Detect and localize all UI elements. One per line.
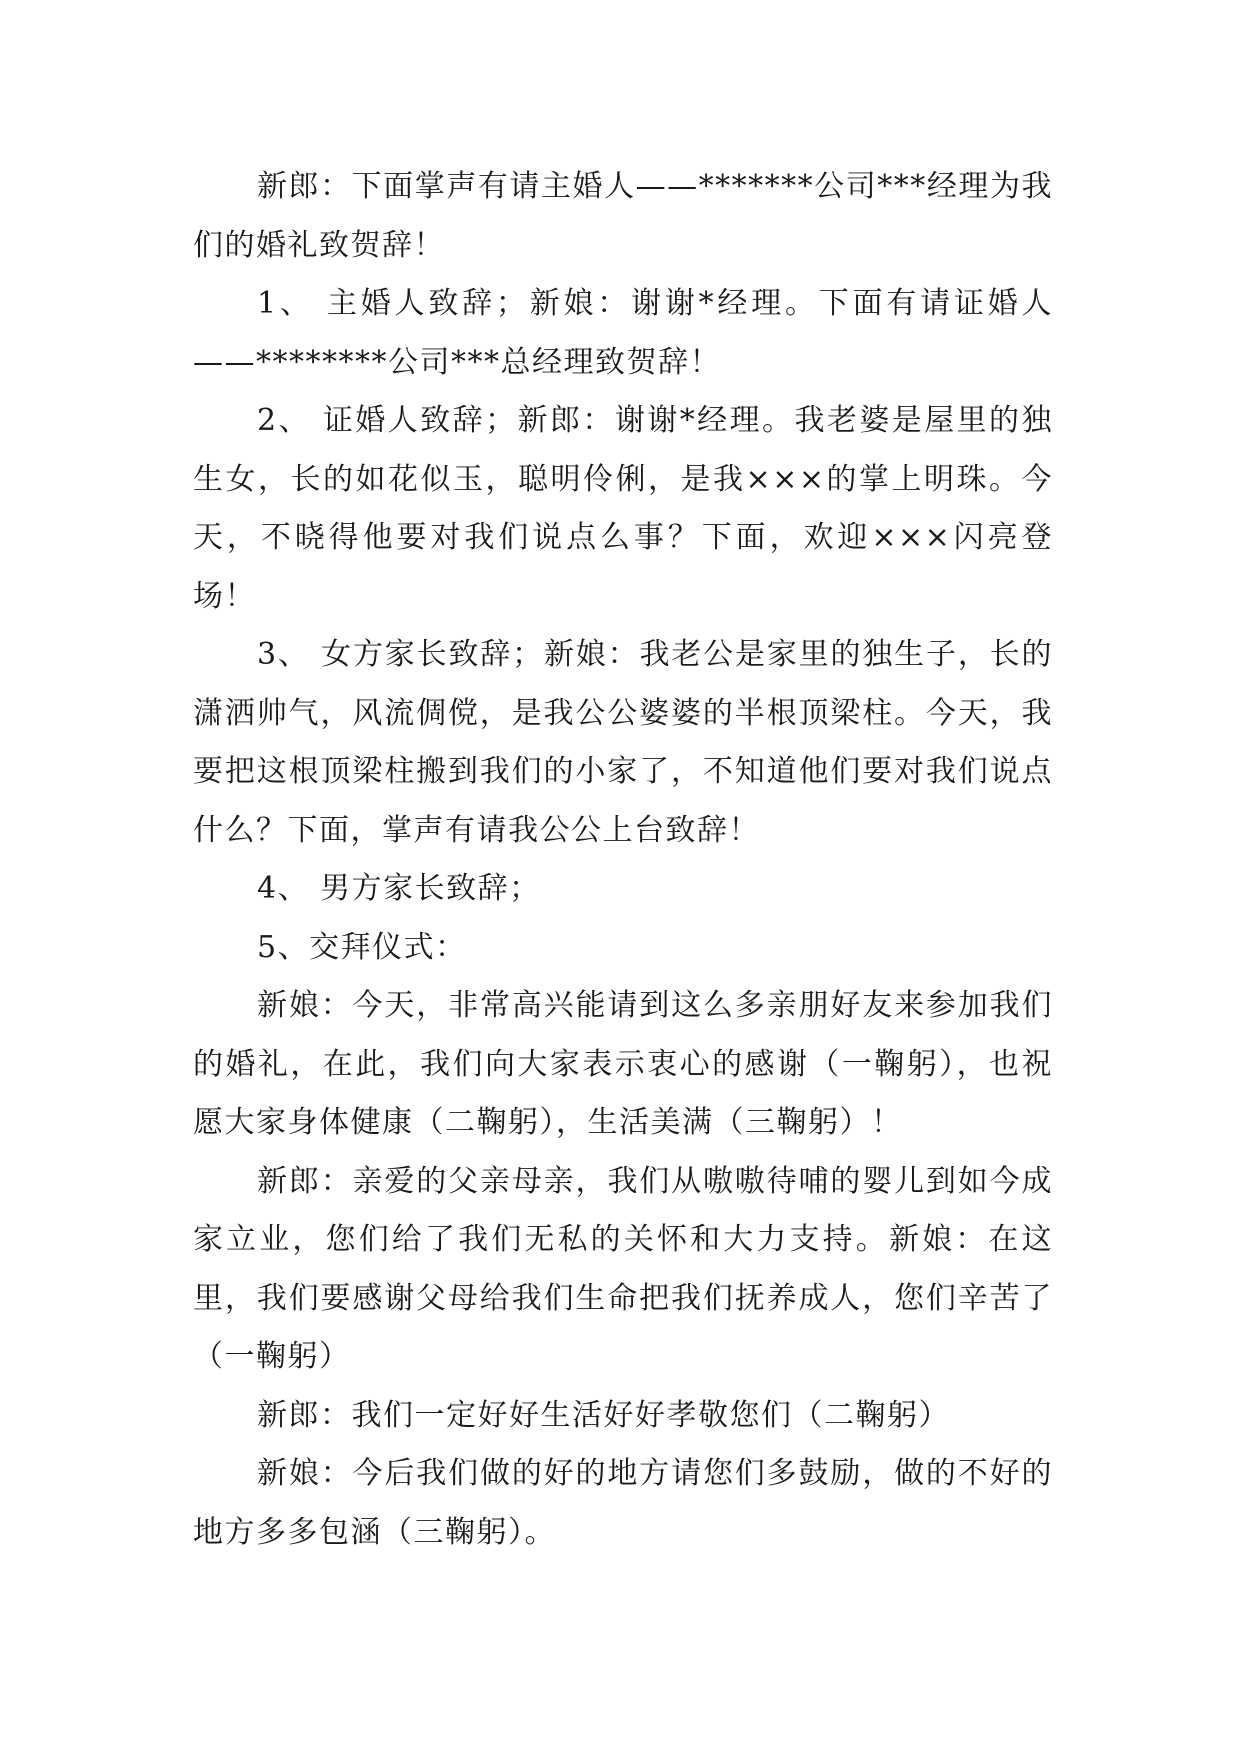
document-body <box>193 158 1053 1562</box>
paragraph-bride-closing: 新娘：今后我们做的好的地方请您们多鼓励，做的不好的地方多多包涵（三鞠躬）。 <box>193 1456 1053 1550</box>
paragraph-item-3-bride-parent-speech: 3、 女方家长致辞；新娘：我老公是家里的独生子，长的潇洒帅气，风流倜傥，是我公公婆婆的半根顶梁柱。今天，我要把这根顶梁柱搬到我们的小家了，不知道他们要对我们说点什么？下面，掌声有请我公公上台致辞！ <box>193 637 1053 848</box>
paragraph-item-5-bowing-ceremony: 5、交拜仪式： <box>257 929 467 965</box>
paragraph-bride-thanks-guests: 新娘：今天，非常高兴能请到这么多亲朋好友来参加我们的婚礼，在此，我们向大家表示衷心的感谢（一鞠躬），也祝愿大家身体健康（二鞠躬），生活美满（三鞠躬）！ <box>193 988 1053 1140</box>
paragraph-item-2-witness-speech: 2、 证婚人致辞；新郎：谢谢*经理。我老婆是屋里的独生女，长的如花似玉，聪明伶俐，是我×××的掌上明珠。今天，不晓得他要对我们说点么事？下面，欢迎×××闪亮登场！ <box>193 403 1053 614</box>
paragraph-groom-thanks-parents: 新郎：亲爱的父亲母亲，我们从嗷嗷待哺的婴儿到如今成家立业，您们给了我们无私的关怀和大力支持。新娘：在这里，我们要感谢父母给我们生命把我们抚养成人，您们辛苦了（一鞠躬） <box>193 1163 1053 1374</box>
paragraph-item-1-officiant-speech: 1、 主婚人致辞；新娘：谢谢*经理。下面有请证婚人——********公司***总经理致贺辞！ <box>193 286 1053 380</box>
paragraph-groom-invite-officiant: 新郎：下面掌声有请主婚人——*******公司***经理为我们的婚礼致贺辞！ <box>193 169 1053 263</box>
paragraph-item-4-groom-parent-speech: 4、 男方家长致辞； <box>257 871 541 906</box>
paragraph-groom-promise: 新郎：我们一定好好生活好好孝敬您们（二鞠躬） <box>257 1397 950 1433</box>
